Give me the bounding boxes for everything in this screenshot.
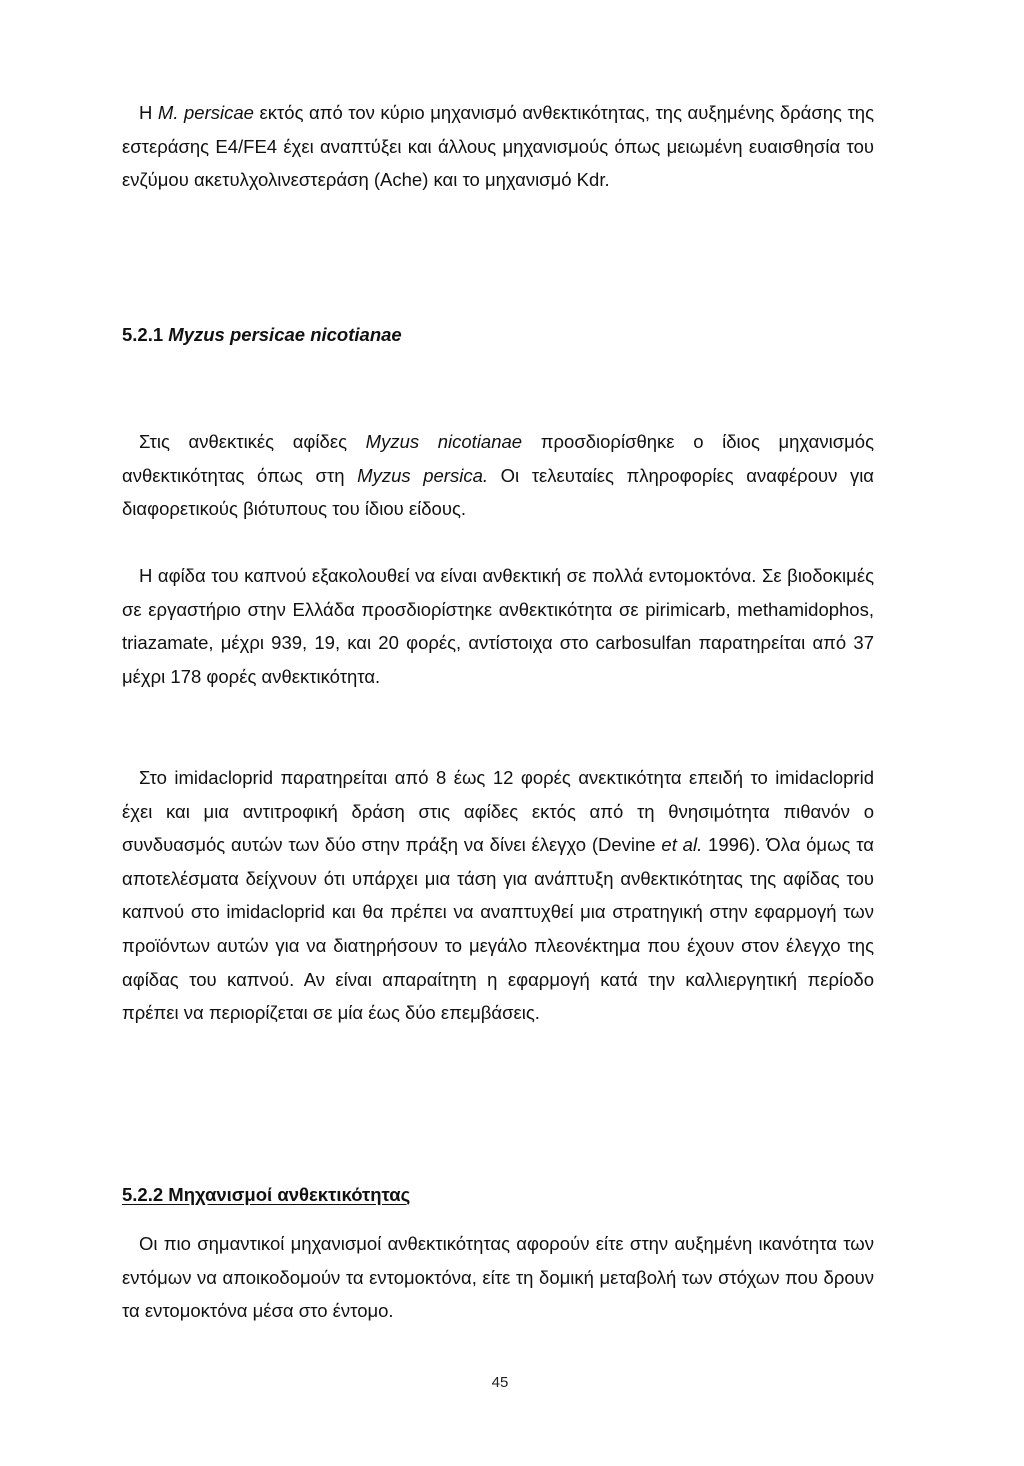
text-run: εκτός από τον κύριο μηχανισμό ανθεκτικότητας, της αυξημένης δράσης της εστεράσης Ε4/FE4 έχει αναπτύξει και άλλους μηχανισμούς όπως μειωμένη ευαισθησία του ενζύμου ακετυλχολινεστεράση (Ache) και το μηχανισμό Kdr. bbox=[122, 102, 875, 191]
text-run: Οι τελευταίες πληροφορίες αναφέρουν για διαφορετικούς βιότυπους του ίδιου είδους. bbox=[122, 464, 875, 520]
species-name: Myzus persica. bbox=[357, 464, 488, 486]
citation-et-al: et al. bbox=[661, 834, 703, 856]
paragraph-intro bbox=[122, 96, 874, 197]
paragraph-imidacloprid bbox=[122, 761, 874, 1030]
text-run: Η αφίδα του καπνού εξακολουθεί να είναι ανθεκτική σε πολλά εντομοκτόνα. Σε βιοδοκιμές σε εργαστήριο στην Ελλάδα προσδιορίστηκε ανθεκτικότητα σε pirimicarb, methamidophos, triazamate, μέχρι 939, 19, και 20 φορές, αντίστοιχα στο carbosulfan παρατηρείται από 37 μέχρι 178 φορές ανθεκτικότητα. bbox=[122, 565, 874, 687]
section-title: 5.2.2 Μηχανισμοί ανθεκτικότητας bbox=[122, 1184, 411, 1205]
paragraph-mechanisms bbox=[122, 1227, 874, 1328]
species-name: persicae bbox=[184, 102, 254, 123]
species-name: Myzus nicotianae bbox=[365, 431, 523, 452]
text-run: 1996). Όλα όμως τα αποτελέσματα δείχνουν ότι υπάρχει μια τάση για ανάπτυξη ανθεκτικότητας της αφίδας του καπνού στο imidacloprid και θα πρέπει να αναπτυχθεί μια στρατηγική στην εφαρμογή των προϊόντων αυτών για να διατηρήσουν το μεγάλο πλεονέκτημα που έχουν στον έλεγχο της αφίδας του καπνού. Αν είναι απαραίτητη η εφαρμογή κατά την καλλιεργητική περίοδο πρέπει να περιορίζεται σε μία έως δύο επεμβάσεις. bbox=[122, 834, 875, 1024]
text-run: Στο imidacloprid παρατηρείται από 8 έως 12 φορές ανεκτικότητα επειδή το imidacloprid έχει και μια αντιτροφική δράση στις αφίδες εκτός από τη θνησιμότητα πιθανόν ο συνδυασμός αυτών των δύο στην πράξη να δίνει έλεγχο (Devine bbox=[122, 767, 874, 856]
section-title: Myzus persicae nicotianae bbox=[168, 324, 402, 345]
section-heading-5-2-2 bbox=[122, 1178, 410, 1211]
text-run-italic: Μ. bbox=[157, 102, 184, 123]
text-run: προσδιορίσθηκε ο ίδιος μηχανισμός ανθεκτικότητας όπως στη bbox=[122, 431, 874, 486]
text-run: Η bbox=[139, 102, 158, 123]
paragraph-resistant-aphids bbox=[122, 425, 874, 526]
section-heading-5-2-1 bbox=[122, 318, 402, 351]
text-run: Στις ανθεκτικές αφίδες bbox=[139, 431, 366, 452]
page-number: 45 bbox=[491, 1374, 509, 1391]
paragraph-bioassays bbox=[122, 559, 874, 693]
section-number: 5.2.1 bbox=[122, 324, 169, 345]
text-run: Οι πιο σημαντικοί μηχανισμοί ανθεκτικότητας αφορούν είτε στην αυξημένη ικανότητα των εντόμων να αποικοδομούν τα εντομοκτόνα, είτε τη δομική μεταβολή των στόχων που δρουν τα εντομοκτόνα μέσα στο έντομο. bbox=[122, 1233, 874, 1322]
